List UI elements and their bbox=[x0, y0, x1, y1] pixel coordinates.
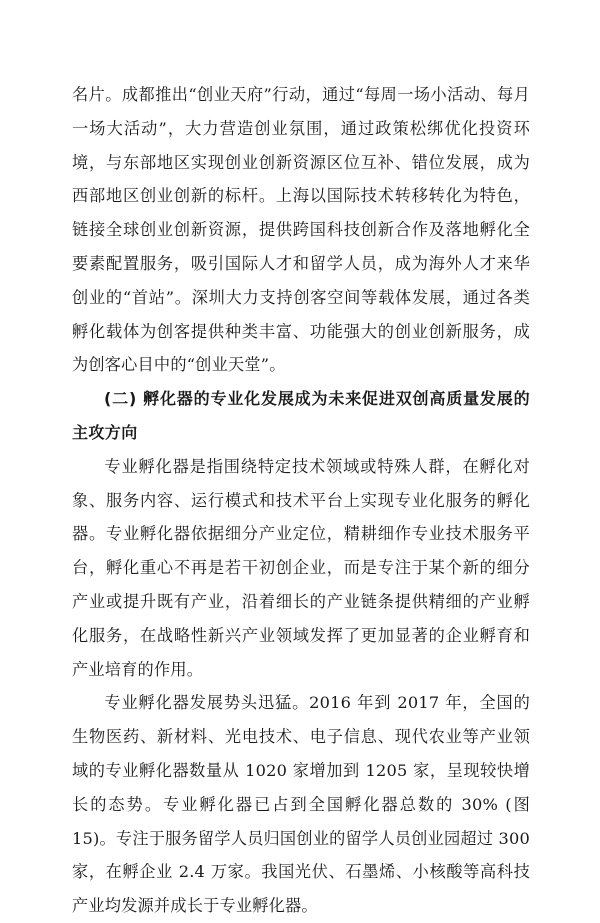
paragraph-city-examples: 名片。成都推出“创业天府”行动，通过“每周一场小活动、每月一场大活动”，大力营造创业氛围，通过政策松绑优化投资环境，与东部地区实现创业创新资源区位互补、错位发展，成为西部地区创业创新的标杆。上海以国际技术转移转化为特色，链接全球创业创新资源，提供跨国科技创新合作及落地孵化全要素配置服务，吸引国际人才和留学人员，成为海外人才来华创业的“首站”。深圳大力支持创客空间等载体发展，通过各类孵化载体为创客提供种类丰富、功能强大的创业创新服务，成为创客心目中的“创业天堂”。 bbox=[72, 85, 530, 375]
document-body bbox=[72, 78, 530, 923]
paragraph-growth: 专业孵化器发展势头迅猛。2016 年到 2017 年，全国的生物医药、新材料、光电技术、电子信息、现代农业等产业领域的专业孵化器数量从 1020 家增加到 1205 家，呈现较快增长的态势。专业孵化器已占到全国孵化器总数的 30% (图 15)。专注于服务留学人员归国创业的留学人员创业园超过 300 家，在孵企业 2.4 万家。我国光伏、石墨烯、小核酸等高科技产业均发源并成长于专业孵化器。 bbox=[72, 693, 530, 916]
section-heading: (二) 孵化器的专业化发展成为未来促进双创高质量发展的主攻方向 bbox=[72, 389, 530, 442]
paragraph-definition: 专业孵化器是指围绕特定技术领域或特殊人群，在孵化对象、服务内容、运行模式和技术平台上实现专业化服务的孵化器。专业孵化器依据细分产业定位，精耕细作专业技术服务平台，孵化重心不再是若干初创企业，而是专注于某个新的细分产业或提升既有产业，沿着细长的产业链条提供精细的产业孵化服务，在战略性新兴产业领域发挥了更加显著的企业孵育和产业培育的作用。 bbox=[72, 456, 530, 679]
